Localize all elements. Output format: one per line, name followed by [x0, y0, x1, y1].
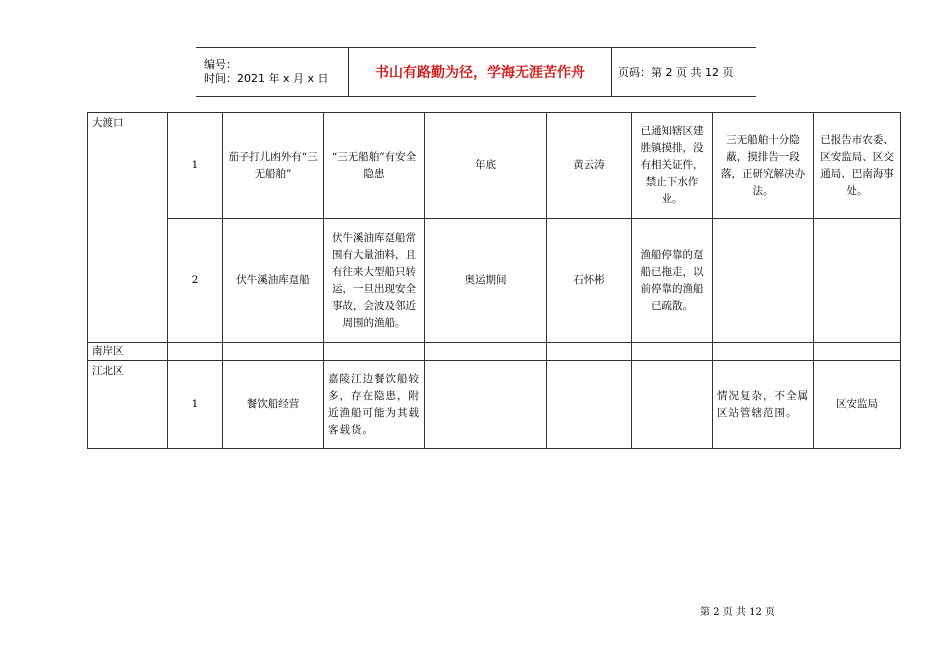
district-cell: 江北区 [88, 361, 168, 449]
time-label: 时间：2021 年 x 月 x 日 [204, 72, 329, 85]
item-name: 餐饮船经营 [223, 361, 324, 449]
district-cell: 大渡口 [88, 113, 168, 343]
table-row [88, 113, 901, 219]
item-report: 已报告市农委、区安监局、区交通局、巴南海事处。 [814, 113, 901, 219]
item-measure [713, 219, 814, 343]
table-row [88, 219, 901, 343]
district-cell: 南岸区 [88, 343, 168, 361]
item-no: 2 [168, 219, 223, 343]
item-measure: 三无船舶十分隐蔽，摸排告一段落，正研究解决办法。 [713, 113, 814, 219]
safety-table [87, 112, 901, 449]
item-problem: “三无船舶”有安全隐患 [324, 113, 425, 219]
item-progress: 已通知辖区建胜镇摸排，没有相关证件，禁止下水作业。 [632, 113, 713, 219]
item-no: 1 [168, 361, 223, 449]
page-label: 页码：第 2 页 共 12 页 [612, 48, 757, 97]
item-name: 茄子打儿凼外有“三无船舶” [223, 113, 324, 219]
item-no: 1 [168, 113, 223, 219]
item-problem: 伏牛溪油库趸船常围有大量油料，且有往来大型船只转运，一旦出现安全事故，会波及邻近周围的渔船。 [324, 219, 425, 343]
item-problem: 嘉陵江边餐饮船较多，存在隐患，附近渔船可能为其载客载货。 [324, 361, 425, 449]
number-label: 编号： [204, 58, 237, 71]
item-person: 石怀彬 [547, 219, 632, 343]
item-deadline [425, 361, 547, 449]
item-progress: 渔船停靠的趸船已拖走，以前停靠的渔船已疏散。 [632, 219, 713, 343]
item-progress [632, 361, 713, 449]
item-person [547, 361, 632, 449]
header-meta [196, 48, 349, 97]
item-name: 伏牛溪油库趸船 [223, 219, 324, 343]
item-report: 区安监局 [814, 361, 901, 449]
item-person: 黄云涛 [547, 113, 632, 219]
item-report [814, 219, 901, 343]
page-header [196, 47, 756, 97]
item-deadline: 年底 [425, 113, 547, 219]
table-row [88, 361, 901, 449]
item-measure: 情况复杂，不全属区站管辖范围。 [713, 361, 814, 449]
page-footer: 第 2 页 共 12 页 [700, 607, 775, 618]
motto: 书山有路勤为径，学海无涯苦作舟 [349, 48, 612, 97]
table-row [88, 343, 901, 361]
item-deadline: 奥运期间 [425, 219, 547, 343]
